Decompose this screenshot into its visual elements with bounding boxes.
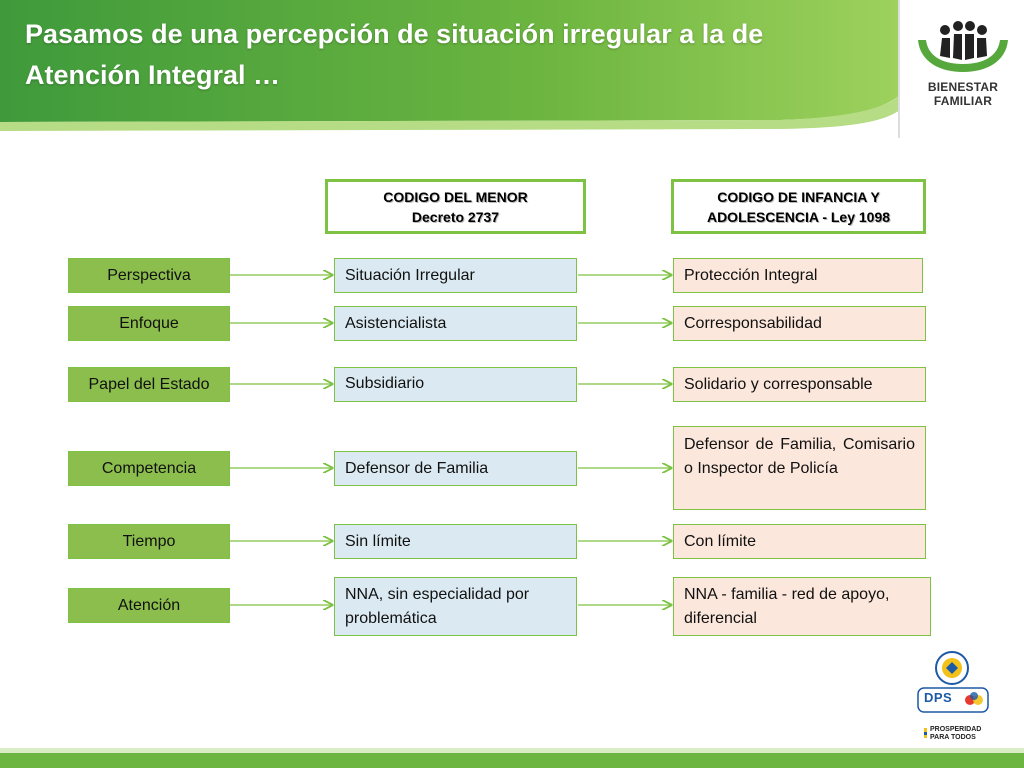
row-label-atencion: Atención (68, 588, 230, 623)
bottom-green-bar (0, 748, 1024, 768)
row-label-enfoque: Enfoque (68, 306, 230, 341)
dps-label: DPS (924, 690, 953, 705)
old-value-perspectiva: Situación Irregular (334, 258, 577, 293)
row-label-tiempo: Tiempo (68, 524, 230, 559)
column-header-new-line1: CODIGO DE INFANCIA Y (717, 189, 880, 205)
row-label-competencia: Competencia (68, 451, 230, 486)
new-value-tiempo: Con límite (673, 524, 926, 559)
row-label-papel-del-estado: Papel del Estado (68, 367, 230, 402)
row-label-perspectiva: Perspectiva (68, 258, 230, 293)
new-value-competencia: Defensor de Familia, Comisario o Inspector de Policía (673, 426, 926, 510)
prosperidad-line-2: PARA TODOS (930, 734, 976, 741)
old-value-tiempo: Sin límite (334, 524, 577, 559)
column-header-old-line1: CODIGO DEL MENOR (383, 189, 528, 205)
column-header-new-line2: ADOLESCENCIA - Ley 1098 (706, 209, 891, 225)
old-value-atencion: NNA, sin especialidad por problemática (334, 577, 577, 636)
old-value-enfoque: Asistencialista (334, 306, 577, 341)
logo-line-1: BIENESTAR (927, 80, 999, 94)
old-value-papel-del-estado: Subsidiario (334, 367, 577, 402)
new-value-perspectiva: Protección Integral (673, 258, 923, 293)
prosperidad-para-todos-label (930, 726, 981, 742)
logo-line-2: FAMILIAR (933, 94, 993, 108)
column-header-old-line2: Decreto 2737 (411, 209, 500, 225)
new-value-papel-del-estado: Solidario y corresponsable (673, 367, 926, 402)
page-title: Pasamos de una percepción de situación irregular a la de Atención Integral … (25, 19, 764, 90)
old-value-competencia: Defensor de Familia (334, 451, 577, 486)
new-value-enfoque: Corresponsabilidad (673, 306, 926, 341)
new-value-atencion: NNA - familia - red de apoyo, diferencial (673, 577, 931, 636)
prosperidad-line-1: PROSPERIDAD (930, 726, 982, 733)
